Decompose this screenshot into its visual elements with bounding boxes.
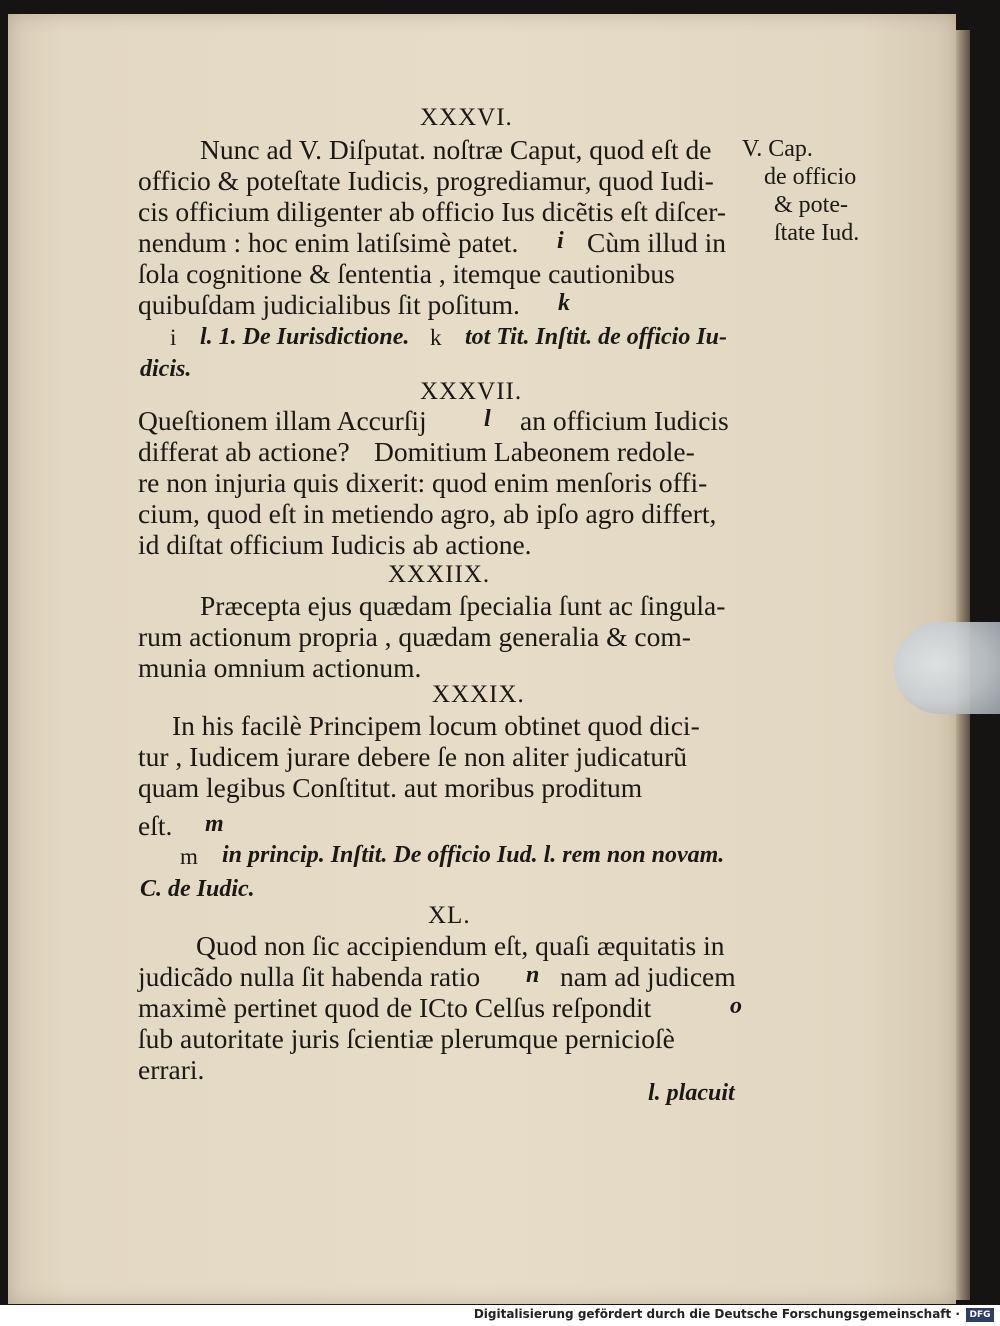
paragraph-line: munia omnium actionum. [138, 652, 422, 683]
section-heading-38: XXXIIX. [388, 561, 491, 588]
note-marker: i [557, 228, 564, 254]
paragraph-line: id diſtat officium Iudicis ab actione. [138, 529, 532, 560]
footnote-marker: i [170, 325, 177, 350]
margin-note-line: de officio [764, 164, 857, 190]
paragraph-line: cis officium diligenter ab officio Ius dicẽtis eſt diſcer- [138, 196, 726, 227]
note-marker: k [558, 290, 570, 316]
paragraph-line: Præcepta ejus quædam ſpecialia ſunt ac ſingula- [200, 590, 726, 621]
note-marker: o [730, 993, 742, 1019]
paragraph-line: nam ad judicem [560, 961, 736, 992]
paragraph-line: Queſtionem illam Accurſij [138, 405, 427, 436]
paragraph-line: Domitium Labeonem redole- [374, 436, 695, 467]
note-marker: n [526, 962, 540, 988]
footer-credit: Digitalisierung gefördert durch die Deutsche Forschungsgemeinschaft · [473, 1307, 960, 1321]
dfg-logo: DFG [966, 1308, 994, 1322]
paragraph-line: quibuſdam judicialibus ſit poſitum. [138, 289, 520, 320]
section-heading-39: XXXIX. [432, 681, 525, 708]
footnote-text: dicis. [140, 356, 192, 382]
catchword: l. placuit [648, 1080, 735, 1106]
note-marker: l [484, 406, 491, 432]
section-heading-40: XL. [428, 902, 471, 929]
paragraph-line: tur , Iudicem jurare debere ſe non aliter judicaturũ [138, 741, 687, 772]
paragraph-line: judicãdo nulla ſit habenda ratio [138, 961, 481, 992]
section-heading-37: XXXVII. [420, 378, 523, 405]
footnote-text: in princip. Inſtit. De officio Iud. l. rem non novam. [222, 842, 725, 868]
footnote-marker: m [180, 844, 198, 869]
paragraph-line: cium, quod eſt in metiendo agro, ab ipſo agro differt, [138, 498, 717, 529]
paragraph-line: an officium Iudicis [520, 405, 729, 436]
paragraph-line: ſub autoritate juris ſcientiæ plerumque pernicioſè [138, 1023, 675, 1054]
paragraph-line: re non injuria quis dixerit: quod enim menſoris offi- [138, 467, 708, 498]
scanner-clip [894, 622, 1000, 714]
paragraph-line: nendum : hoc enim latiſsimè patet. [138, 227, 519, 258]
paragraph-line: differat ab actione? [138, 436, 350, 467]
footnote-text: C. de Iudic. [140, 876, 255, 902]
paragraph-line: Cùm illud in [587, 227, 727, 258]
paragraph-line: rum actionum propria , quædam generalia & com- [138, 621, 691, 652]
margin-note-line: V. Cap. [742, 136, 813, 162]
paragraph-line: eſt. [138, 810, 173, 841]
footnote-text: l. 1. De Iurisdictione. [200, 324, 410, 350]
paragraph-line: Nunc ad V. Diſputat. noſtræ Caput, quod eſt de [200, 134, 712, 165]
paragraph-line: Quod non ſic accipiendum eſt, quaſi æquitatis in [196, 930, 725, 961]
margin-note-line: & pote- [774, 192, 848, 218]
footnote-marker: k [430, 325, 442, 350]
margin-note-line: ſtate Iud. [774, 220, 860, 246]
paragraph-line: In his facilè Principem locum obtinet quod dici- [172, 710, 700, 741]
paragraph-line: ſola cognitione & ſententia , itemque cautionibus [138, 258, 675, 289]
paragraph-line: officio & poteſtate Iudicis, progrediamur, quod Iudi- [138, 165, 714, 196]
footnote-text: tot Tit. Inſtit. de officio Iu- [465, 324, 727, 350]
paragraph-line: maximè pertinet quod de ICto Celſus reſpondit [138, 992, 652, 1023]
section-heading-36: XXXVI. [420, 104, 513, 131]
note-marker: m [205, 811, 224, 837]
footer-bar [0, 1305, 1000, 1326]
paragraph-line: errari. [138, 1054, 205, 1085]
paragraph-line: quam legibus Conſtitut. aut moribus proditum [138, 772, 643, 803]
